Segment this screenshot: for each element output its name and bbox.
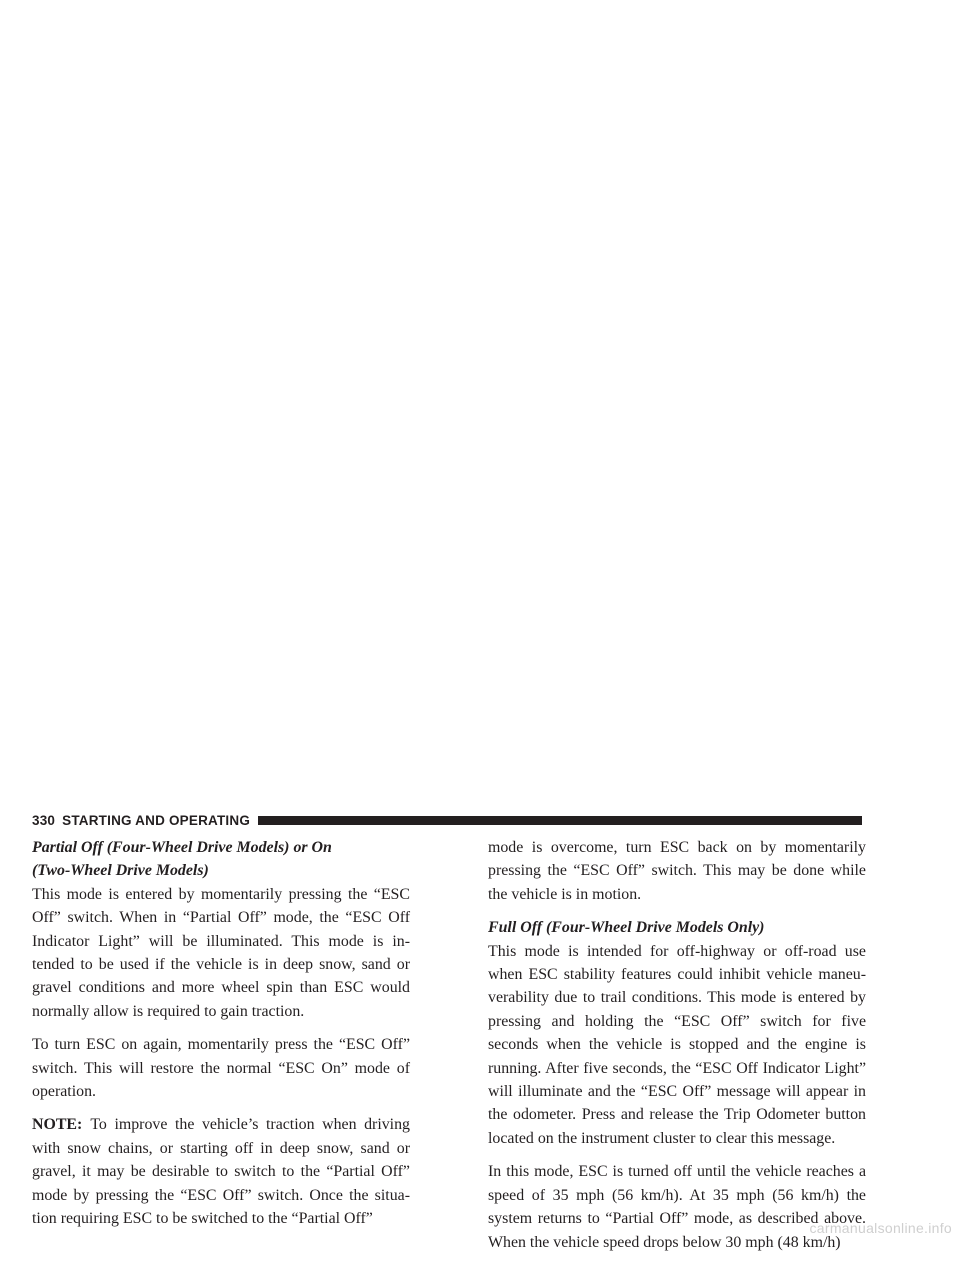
- heading-partial-off-line2: (Two-Wheel Drive Models): [32, 862, 209, 880]
- note-label: NOTE:: [32, 1116, 83, 1134]
- page-number: 330: [32, 812, 56, 828]
- right-column: [488, 836, 866, 1264]
- section-title: STARTING AND OPERATING: [62, 812, 251, 828]
- paragraph-turn-esc-on: To turn ESC on again, momentarily press the “ESC Off” switch. This will restore the normal “ESC On” mode of operation.: [32, 1036, 410, 1101]
- page-header: [32, 810, 862, 830]
- left-column: [32, 836, 410, 1241]
- heading-full-off: Full Off (Four-Wheel Drive Models Only): [488, 919, 765, 937]
- paragraph-continued: mode is overcome, turn ESC back on by momentarily pressing the “ESC Off” switch. This may be done while the vehicle is in motion.: [488, 839, 866, 903]
- note-text: To improve the vehicle’s traction when driving with snow chains, or starting off in deep snow, sand or gravel, it may be desirable to switch to the “Partial Off” mode by pressing the “ESC Off” switch. Once the situa-tion requiring ESC to be switched to the “Partial Off”: [32, 1116, 410, 1228]
- paragraph-partial-off-description: This mode is entered by momentarily pressing the “ESC Off” switch. When in “Partial Off” mode, the “ESC Off Indicator Light” will be illuminated. This mode is in-tended to be used if the vehicle is in deep snow, sand or gravel conditions and more wheel spin than ESC would normally allow is required to gain traction.: [32, 885, 410, 1020]
- header-rule: [258, 816, 862, 825]
- note-paragraph: [32, 1113, 410, 1230]
- paragraph-full-off-description: This mode is intended for off-highway or off-road use when ESC stability features could inhibit vehicle maneu-verability due to trail conditions. This mode is entered by pressing and holding the “ESC Off” switch for five seconds when the vehicle is stopped and the engine is running. After five seconds, the “ESC Off Indicator Light” will illuminate and the “ESC Off” message will appear in the odometer. Press and release the Trip Odometer button located on the instrument cluster to clear this message.: [488, 942, 866, 1147]
- heading-partial-off-line1: Partial Off (Four-Wheel Drive Models) or On: [32, 839, 332, 856]
- watermark-logo: carmanualsonline.info: [809, 1220, 952, 1236]
- paragraph-speed-behavior: In this mode, ESC is turned off until the vehicle reaches a speed of 35 mph (56 km/h). At 35 mph (56 km/h) the system returns to “Partial Off” mode, as described above. When the vehicle speed drops below 30 mph (48 km/h): [488, 1163, 866, 1251]
